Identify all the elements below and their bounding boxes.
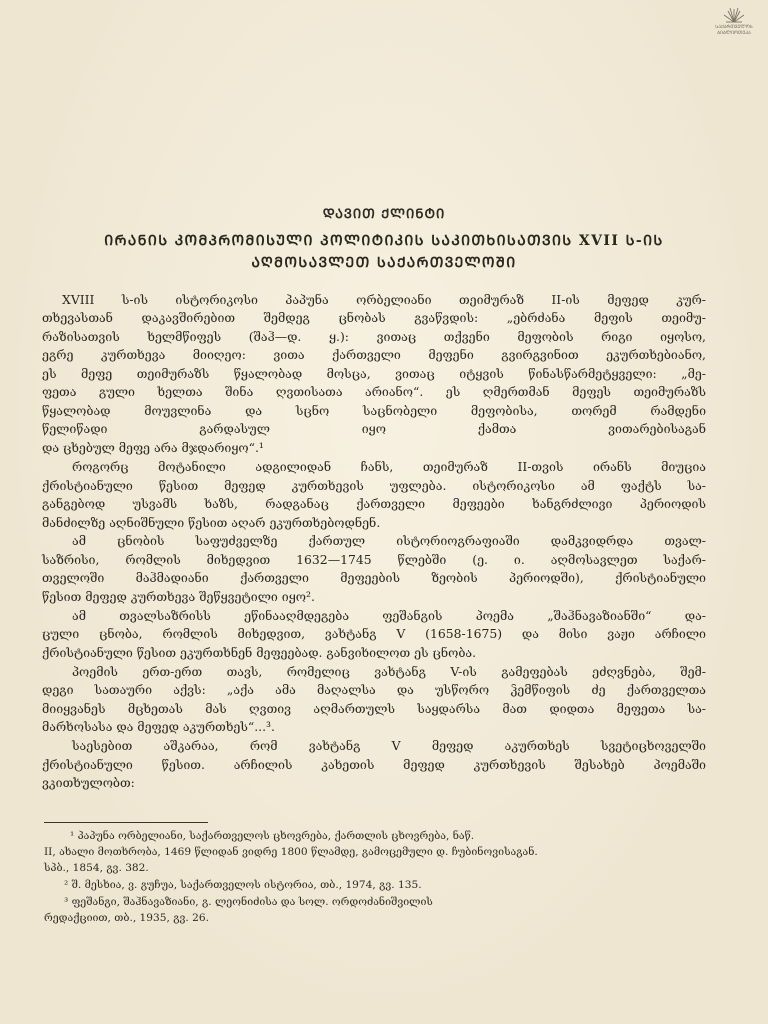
footnote-divider bbox=[44, 822, 208, 823]
body-line: მანძილზე აღნიშნული წესით აღარ ეკურთხებოდნენ. bbox=[42, 515, 381, 530]
body-line: მიიყვანეს მცხეთას მას ღვთივ აღმართულს საყდარსა მათ დიდთა მეფეთა სა- bbox=[42, 701, 706, 716]
body-line: წესით მეფედ კურთხევა შეწყვეტილი იყო². bbox=[42, 589, 315, 604]
body-line: ქრისტიანული წესით. არჩილის კახეთის მეფედ კურთხევის შესახებ პოემაში bbox=[42, 757, 706, 772]
library-logo-text-line1: ᲡᲐᲥᲐᲠᲗᲕᲔᲚᲝᲡ bbox=[715, 25, 753, 30]
body-line: მარხოსასა და მეფედ აკურთხეს“...³. bbox=[42, 719, 275, 734]
footnote-line: ² შ. მესხია, ვ. გუჩუა, საქართველოს ისტორია, თბ., 1974, გვ. 135. bbox=[64, 879, 422, 891]
article-author: ᲓᲐᲕᲘᲗ ᲥᲚᲘᲜᲢᲘ bbox=[322, 207, 446, 222]
body-line: თველოში მაჰმადიანი ქართველი მეფეების ზეობის პერიოდში), ქრისტიანული bbox=[42, 570, 706, 585]
body-line: პოემის ერთ-ერთ თავს, რომელიც ვახტანგ V-ის გამეფებას ეძღვნება, შემ- bbox=[72, 664, 706, 679]
body-line: XVIII ს-ის ისტორიკოსი პაპუნა ორბელიანი თეიმურაზ II-ის მეფედ კურ- bbox=[62, 292, 706, 307]
footnote-line: II, ახალი მოთხრობა, 1469 წლიდან ვიდრე 1800 წლამდე, გამოცემული დ. ჩუბინოვისაგან. bbox=[44, 846, 538, 858]
body-line: ქრისტიანული წესით ეკურთხნენ მეფეებად. განვიხილოთ ეს ცნობა. bbox=[42, 645, 477, 660]
body-line: როგორც მოტანილი ადგილიდან ჩანს, თეიმურაზ II-თვის ირანს მიუცია bbox=[72, 459, 706, 474]
body-line: განგებოდ უსვამს ხაზს, რადგანაც ქართველი მეფეები ხანგრძლივი პერიოდის bbox=[42, 496, 706, 511]
article-title-line-1: ᲘᲠᲐᲜᲘᲡ ᲙᲝᲛᲞᲠᲝᲛᲘᲡᲣᲚᲘ ᲞᲝᲚᲘᲢᲘᲙᲘᲡ ᲡᲐᲙᲘᲗᲮᲘᲡᲐᲗᲕᲘᲡ XVII Ს-ᲘᲡ bbox=[104, 233, 664, 249]
body-line: ამ ცნობის საფუძველზე ქართულ ისტორიოგრაფიაში დამკვიდრდა თვალ- bbox=[72, 533, 706, 548]
body-line: ვკითხულობთ: bbox=[42, 775, 135, 790]
body-line: რაზისათვის ხელმწიფეს (შაჰ—დ. ყ.): ვითაც თქვენი მეფობის რიგი იყოსო, bbox=[42, 329, 706, 344]
body-line: ეგრე კურთხევა მიიღეო: ვითა ქართველი მეფენი გვირგვინით ეკურთხებიანო, bbox=[42, 347, 706, 362]
body-line: საზრისი, რომლის მიხედვით 1632—1745 წლებში (ე. ი. აღმოსავლეთ საქარ- bbox=[42, 552, 706, 567]
library-logo bbox=[706, 2, 762, 44]
body-line: ფეთა გული ხელთა შინა ღვთისათა არიანო“. ეს ღმერთმან მეფეს თეიმურაზს bbox=[42, 384, 706, 399]
library-logo-text-line2: ᲑᲘᲑᲚᲘᲝᲗᲔᲙᲐ bbox=[717, 31, 751, 36]
footnote-line: რედაქციით, თბ., 1935, გვ. 26. bbox=[44, 912, 209, 924]
body-line: დეგი სათაური აქვს: „აქა ამა მაღალსა და უსწორო ჴემწიფის ძე ქართველთა bbox=[42, 682, 706, 697]
body-line: და ცხებულ მეფე არა მჯდარიყო“.¹ bbox=[42, 440, 264, 455]
footnote-line: სპბ., 1854, გვ. 382. bbox=[44, 862, 149, 874]
body-line: წელიწადი გარდასულ იყო ქამთა ვითარებისაგან bbox=[42, 421, 706, 436]
footnote-line: ³ ფეშანგი, შაჰნავაზიანი, გ. ლეონიძისა და სოლ. ორდოძანიშვილის bbox=[64, 896, 433, 908]
body-line: ქრისტიანული წესით მეფედ კურთხევის უფლება. ისტორიკოსი ამ ფაქტს სა- bbox=[42, 478, 706, 493]
body-line: წყალობად მოუვლინა და სცნო საცნობელი მეფობისა, თორემ რამდენი bbox=[42, 403, 706, 418]
library-logo-mark bbox=[720, 2, 748, 24]
body-line: ცული ცნობა, რომლის მიხედვით, ვახტანგ V (1658-1675) და მისი ვაჟი არჩილი bbox=[42, 626, 706, 641]
footnote-line: ¹ პაპუნა ორბელიანი, საქართველოს ცხოვრება, ქართლის ცხოვრება, ნაწ. bbox=[70, 830, 475, 842]
body-line: საესებით აშკარაა, რომ ვახტანგ V მეფედ აკურთხეს სვეტიცხოველში bbox=[72, 738, 706, 753]
article-title-line-2: ᲐᲦᲛᲝᲡᲐᲕᲚᲔᲗ ᲡᲐᲥᲐᲠᲗᲕᲔᲚᲝᲨᲘ bbox=[251, 255, 517, 271]
body-line: ამ თვალსაზრისს ეწინააღმდეგება ფეშანგის პოემა „შაჰნავაზიანში“ და- bbox=[72, 608, 706, 623]
body-line: თხევასთან დაკავშირებით შემდეგ ცნობას გვაწვდის: „ებრძანა მეფის თეიმუ- bbox=[42, 310, 706, 325]
body-line: ეს მეფე თეიმურაზს წყალობად მოსცა, ვითაც იტყვის წინასწარმეტყველი: „მე- bbox=[42, 366, 706, 381]
